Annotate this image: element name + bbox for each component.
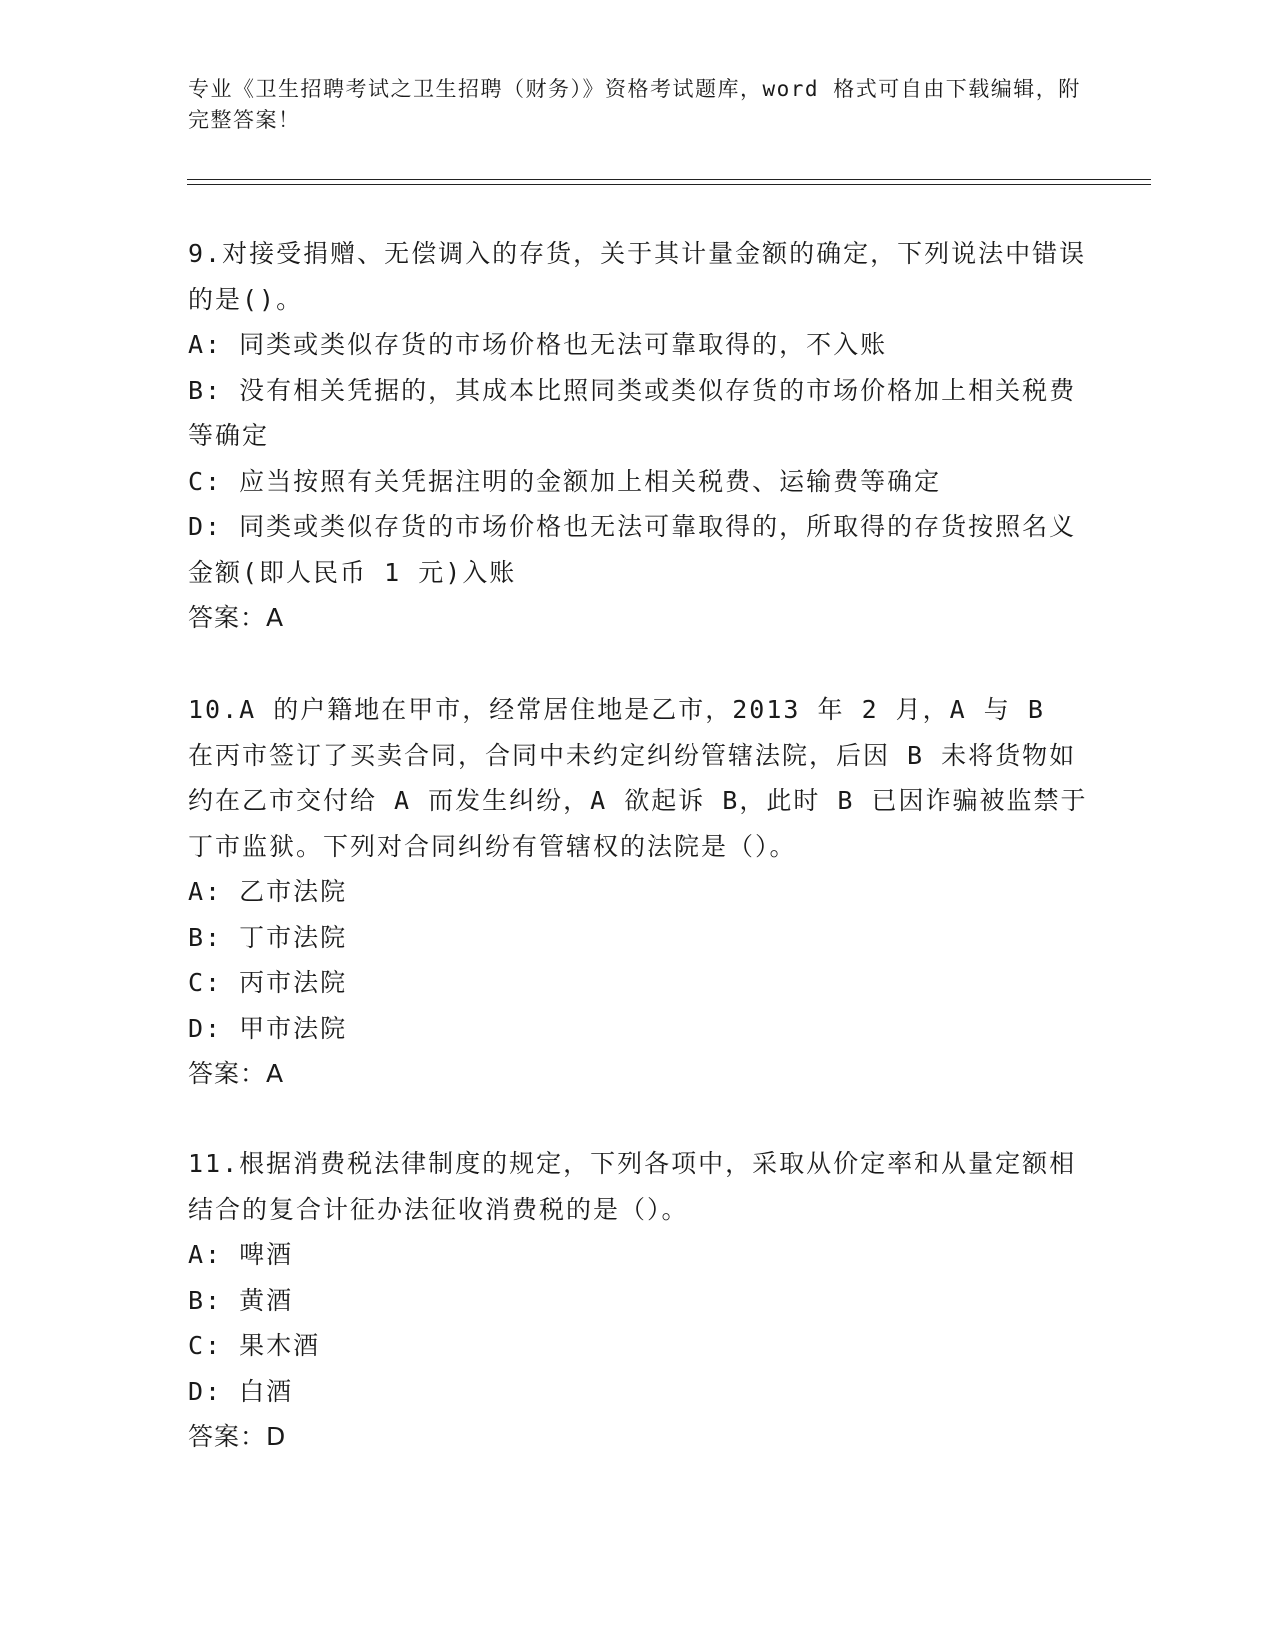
answer-label: 答案：D — [188, 1422, 287, 1451]
question-9 — [188, 231, 1088, 641]
option-b: B: 丁市法院 — [188, 922, 348, 952]
option-c: C: 果木酒 — [188, 1331, 321, 1360]
option-c: C: 应当按照有关凭据注明的金额加上相关税费、运输费等确定 — [188, 466, 942, 496]
question-11 — [188, 1141, 1088, 1460]
question-10 — [188, 687, 1088, 1097]
option-a: A: 啤酒 — [188, 1240, 294, 1269]
header-divider-top — [187, 179, 1151, 180]
option-b: B: 没有相关凭据的，其成本比照同类或类似存货的市场价格加上相关税费等确定 — [188, 375, 1077, 450]
option-d: D: 白酒 — [188, 1376, 294, 1406]
option-a: A: 乙市法院 — [188, 877, 348, 906]
answer-label: 答案：A — [188, 1059, 285, 1088]
option-a: A: 同类或类似存货的市场价格也无法可靠取得的，不入账 — [188, 330, 888, 359]
option-d: D: 同类或类似存货的市场价格也无法可靠取得的，所取得的存货按照名义金额(即人民币 1 元)入账 — [188, 512, 1077, 587]
question-stem: 10.A 的户籍地在甲市，经常居住地是乙市，2013 年 2 月，A 与 B 在丙市签订了买卖合同，合同中未约定纠纷管辖法院，后因 B 未将货物如约在乙市交付给 A 而发生纠纷，A 欲起诉 B，此时 B 已因诈骗被监禁于丁市监狱。下列对合同纠纷有管辖权的法院是（）。 — [188, 695, 1088, 861]
document-intro: 专业《卫生招聘考试之卫生招聘（财务）》资格考试题库，word 格式可自由下载编辑，附完整答案！ — [188, 77, 1081, 132]
header-divider-bottom — [187, 184, 1151, 185]
option-b: B: 黄酒 — [188, 1285, 294, 1315]
option-c: C: 丙市法院 — [188, 968, 348, 997]
option-d: D: 甲市法院 — [188, 1013, 348, 1043]
answer-label: 答案：A — [188, 603, 285, 632]
question-stem: 11.根据消费税法律制度的规定，下列各项中，采取从价定率和从量定额相结合的复合计征办法征收消费税的是（）。 — [188, 1149, 1077, 1224]
question-stem: 9.对接受捐赠、无偿调入的存货，关于其计量金额的确定，下列说法中错误的是()。 — [188, 239, 1087, 314]
